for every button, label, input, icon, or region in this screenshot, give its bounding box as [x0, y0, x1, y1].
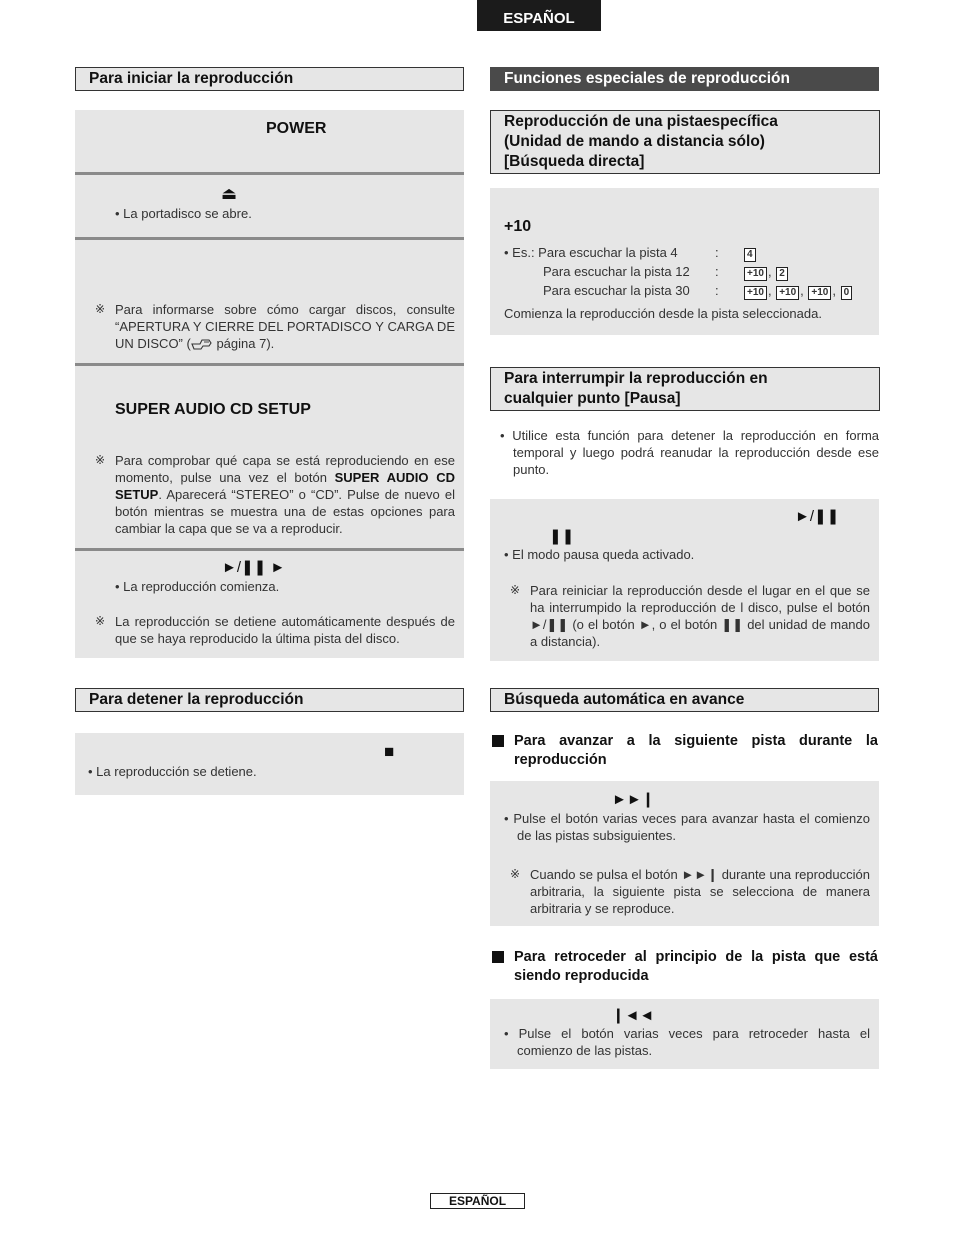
play-pause-icon: ►/❚❚	[795, 508, 840, 525]
previous-track-icon: ❙◄◄	[612, 1007, 655, 1024]
setup-layer-note: ※ Para comprobar qué capa se está reproduciendo en ese momento, pulse una vez el botón SUPER AUDIO CD SETUP. Aparecerá “STEREO” o “CD”. Pulse de nuevo el botón mientras se muestra una de estas opciones para cambiar la capa que se va a reproducir.	[95, 453, 455, 536]
colon: :	[715, 245, 719, 260]
example-track-30: Para escuchar la pista 30	[543, 283, 690, 298]
key-plus10: +10	[808, 286, 831, 300]
pause-icon: ❚❚	[549, 528, 575, 545]
back-heading: Para retroceder al principio de la pista que está siendo reproducida	[514, 949, 878, 984]
section-header-stop: Para detener la reproducción	[75, 688, 464, 712]
example-track-12: Para escuchar la pista 12	[543, 264, 690, 279]
plus10-label: +10	[504, 218, 532, 235]
example-track-4: • Es.: Para escuchar la pista 4	[504, 245, 678, 260]
forward-note: • Pulse el botón varias veces para avanzar hasta el comienzo de las pistas subsiguientes.	[504, 811, 871, 843]
square-bullet-icon	[492, 735, 504, 747]
key-sequence-4	[743, 244, 757, 262]
key-2: 2	[776, 267, 788, 281]
pause-intro: • Utilice esta función para detener la reproducción en forma temporal y luego podrá reanudar la reproducción desde ese punto.	[500, 428, 879, 477]
note-mark: ※	[95, 614, 106, 628]
step-divider	[75, 548, 464, 551]
key-4: 4	[744, 248, 756, 262]
direct-header-line: Reproducción de una pistaespecífica	[504, 113, 778, 130]
key-sequence-30: +10 , +10 , +10 , 0	[743, 282, 853, 300]
section-header-start: Para iniciar la reproducción	[75, 67, 464, 91]
forward-heading: Para avanzar a la siguiente pista durante la reproducción	[514, 733, 878, 768]
load-disc-note: ※ Para informarse sobre cómo cargar discos, consulte “APERTURA Y CIERRE DEL PORTADISCO Y CARGA DE UN DISCO” ( página 7).	[95, 302, 455, 351]
step-divider	[75, 172, 464, 175]
pause-note: • El modo pausa queda activado.	[504, 547, 695, 562]
note-mark: ※	[95, 453, 106, 467]
eject-icon: ⏏	[221, 184, 238, 203]
step-divider	[75, 237, 464, 240]
colon: :	[715, 264, 719, 279]
next-track-icon: ►►❙	[612, 791, 655, 808]
colon: :	[715, 283, 719, 298]
section-header-direct-search	[490, 110, 880, 174]
square-bullet-icon	[492, 951, 504, 963]
play-pause-icon: ►/❚❚ ►	[222, 559, 286, 576]
direct-header-line: (Unidad de mando a distancia sólo)	[504, 133, 765, 150]
direct-result-text: Comienza la reproducción desde la pista seleccionada.	[504, 306, 822, 321]
section-header-pause	[490, 367, 880, 411]
section-header-special: Funciones especiales de reproducción	[490, 67, 879, 91]
footer-language-tab: ESPAÑOL	[430, 1193, 525, 1209]
back-note: • Pulse el botón varias veces para retroceder hasta el comienzo de las pistas.	[504, 1026, 870, 1058]
note-mark: ※	[510, 867, 521, 881]
section-header-search: Búsqueda automática en avance	[490, 688, 879, 712]
super-audio-cd-setup-label: SUPER AUDIO CD SETUP	[115, 401, 311, 418]
note-mark: ※	[95, 302, 106, 316]
note-mark: ※	[510, 583, 521, 597]
language-tab: ESPAÑOL	[477, 0, 601, 31]
random-note: ※ Cuando se pulsa el botón ►►❙ durante una reproducción arbitraria, la siguiente pista se selecciona de manera arbitraria y se reproduce.	[510, 867, 870, 916]
pause-header-line: Para interrumpir la reproducción en	[504, 370, 768, 387]
play-note: • La reproducción comienza.	[115, 579, 280, 594]
eject-note: • La portadisco se abre.	[115, 206, 252, 221]
key-plus10: +10	[744, 267, 767, 281]
stop-note: • La reproducción se detiene.	[88, 764, 257, 779]
power-label: POWER	[266, 120, 327, 137]
resume-note: ※ Para reiniciar la reproducción desde el lugar en el que se ha interrumpido la reproducción de l disco, pulse el botón ►/❚❚ (o el botón ►, o el botón ❚❚ del unidad de mando a distancia).	[510, 583, 870, 649]
pause-header-line: cualquier punto [Pausa]	[504, 390, 681, 407]
auto-stop-note: ※ La reproducción se detiene automáticamente después de que se haya reproducido la última pista del disco.	[95, 614, 455, 646]
key-plus10: +10	[776, 286, 799, 300]
hand-pointer-icon	[191, 337, 213, 350]
key-0: 0	[841, 286, 853, 300]
direct-header-line: [Búsqueda directa]	[504, 153, 645, 170]
key-sequence-12: +10 , 2	[743, 263, 789, 281]
step-divider	[75, 363, 464, 366]
key-plus10: +10	[744, 286, 767, 300]
stop-icon: ■	[384, 742, 395, 761]
